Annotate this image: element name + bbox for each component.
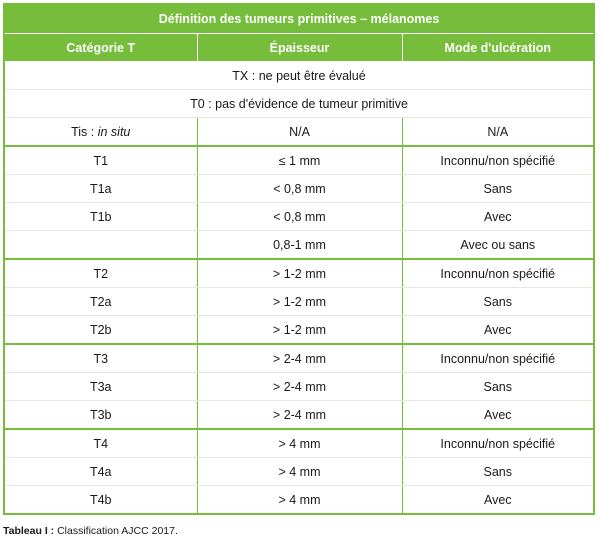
table-cell-thickness: < 0,8 mm bbox=[197, 203, 402, 231]
table-cell-ulceration: Avec ou sans bbox=[402, 231, 594, 260]
table-row-tis bbox=[4, 118, 594, 147]
table-cell-category: T4b bbox=[4, 486, 197, 515]
table-cell-category: T4 bbox=[4, 429, 197, 458]
table-cell-thickness: 0,8-1 mm bbox=[197, 231, 402, 260]
table-row bbox=[4, 373, 594, 401]
classification-table bbox=[3, 3, 595, 515]
tis-in-situ: in situ bbox=[97, 124, 131, 139]
table-cell-ulceration: Inconnu/non spécifié bbox=[402, 429, 594, 458]
table-row bbox=[4, 175, 594, 203]
table-row bbox=[4, 288, 594, 316]
caption-text: Classification AJCC 2017. bbox=[54, 525, 178, 537]
table-title: Définition des tumeurs primitives – mélanomes bbox=[4, 4, 594, 34]
table-cell-thickness: > 1-2 mm bbox=[197, 288, 402, 316]
table-cell-ulceration: Sans bbox=[402, 288, 594, 316]
table-header-row bbox=[4, 34, 594, 62]
caption-label: Tableau I : bbox=[3, 525, 55, 537]
table-cell-ulceration: Sans bbox=[402, 458, 594, 486]
table-cell-thickness: > 1-2 mm bbox=[197, 316, 402, 345]
table-cell-thickness: > 4 mm bbox=[197, 486, 402, 515]
column-header-ulceration: Mode d'ulcération bbox=[402, 34, 594, 62]
table-cell-t0: T0 : pas d'évidence de tumeur primitive bbox=[4, 90, 594, 118]
table-cell-category: T1a bbox=[4, 175, 197, 203]
table-cell-thickness: > 4 mm bbox=[197, 429, 402, 458]
table-cell-thickness: > 2-4 mm bbox=[197, 373, 402, 401]
table-cell-category: T1b bbox=[4, 203, 197, 231]
table-cell-ulceration: Inconnu/non spécifié bbox=[402, 146, 594, 175]
table-cell-thickness: N/A bbox=[197, 118, 402, 147]
table-cell-category: T2a bbox=[4, 288, 197, 316]
table-row bbox=[4, 458, 594, 486]
table-cell-category: T2b bbox=[4, 316, 197, 345]
table-cell-thickness: ≤ 1 mm bbox=[197, 146, 402, 175]
table-cell-category bbox=[4, 118, 197, 147]
table-caption bbox=[3, 525, 178, 537]
table-cell-tx: TX : ne peut être évalué bbox=[4, 62, 594, 90]
classification-table-container bbox=[3, 3, 593, 515]
table-row bbox=[4, 146, 594, 175]
table-row bbox=[4, 259, 594, 288]
table-row bbox=[4, 316, 594, 345]
table-cell-ulceration: N/A bbox=[402, 118, 594, 147]
table-cell-ulceration: Inconnu/non spécifié bbox=[402, 344, 594, 373]
column-header-category: Catégorie T bbox=[4, 34, 197, 62]
table-cell-ulceration: Avec bbox=[402, 401, 594, 430]
table-cell-category bbox=[4, 231, 197, 260]
table-cell-thickness: > 1-2 mm bbox=[197, 259, 402, 288]
table-cell-ulceration: Sans bbox=[402, 373, 594, 401]
table-cell-ulceration: Avec bbox=[402, 486, 594, 515]
table-row bbox=[4, 486, 594, 515]
table-cell-ulceration: Avec bbox=[402, 203, 594, 231]
table-row bbox=[4, 429, 594, 458]
table-row bbox=[4, 344, 594, 373]
table-row bbox=[4, 401, 594, 430]
table-cell-category: T1 bbox=[4, 146, 197, 175]
table-row-tx bbox=[4, 62, 594, 90]
column-header-thickness: Épaisseur bbox=[197, 34, 402, 62]
table-cell-category: T3 bbox=[4, 344, 197, 373]
table-cell-thickness: > 4 mm bbox=[197, 458, 402, 486]
table-row-t0 bbox=[4, 90, 594, 118]
table-row bbox=[4, 231, 594, 260]
table-cell-category: T4a bbox=[4, 458, 197, 486]
table-cell-category: T3a bbox=[4, 373, 197, 401]
table-row bbox=[4, 203, 594, 231]
table-cell-thickness: > 2-4 mm bbox=[197, 401, 402, 430]
table-title-row bbox=[4, 4, 594, 34]
table-cell-thickness: < 0,8 mm bbox=[197, 175, 402, 203]
table-cell-ulceration: Avec bbox=[402, 316, 594, 345]
table-cell-thickness: > 2-4 mm bbox=[197, 344, 402, 373]
tis-prefix: Tis : bbox=[71, 124, 98, 139]
table-cell-category: T2 bbox=[4, 259, 197, 288]
table-cell-ulceration: Inconnu/non spécifié bbox=[402, 259, 594, 288]
table-cell-ulceration: Sans bbox=[402, 175, 594, 203]
table-cell-category: T3b bbox=[4, 401, 197, 430]
